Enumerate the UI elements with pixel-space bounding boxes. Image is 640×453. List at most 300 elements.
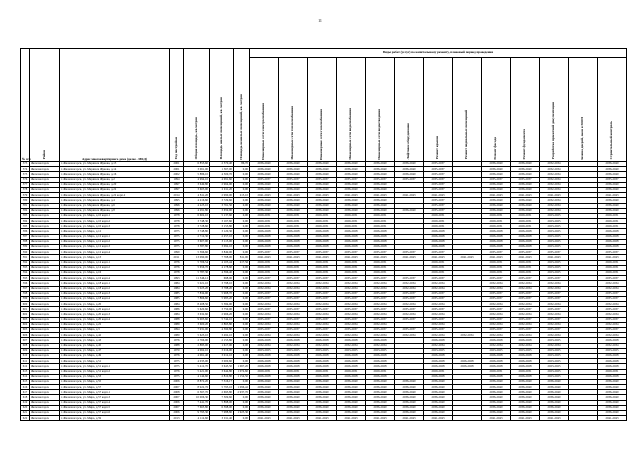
cell-no: 596 [21, 281, 30, 286]
cell-work-period: 2036-2040 [482, 203, 511, 208]
cell-nonresidential-area: 1 154,50 [234, 374, 250, 379]
cell-work-period: 2036-2040 [308, 182, 337, 187]
cell-district: Железногорск [30, 229, 60, 234]
cell-no: 619 [21, 400, 30, 405]
cell-work-period: 2041-2043 [308, 255, 337, 260]
cell-residential-area: 5 968,70 [210, 291, 234, 296]
cell-work-period: 2041-2043 [424, 255, 453, 260]
cell-address: г. Железногорск, ул. Мира, д.20 корп.2 [60, 307, 170, 312]
cell-work-period: 2036-2040 [308, 405, 337, 410]
cell-work-period: 2036-2040 [482, 405, 511, 410]
cell-work-period: 2032-2034 [424, 286, 453, 291]
cell-work-period: 2026-2028 [366, 359, 395, 364]
cell-work-period: 2026-2028 [366, 239, 395, 244]
cell-no: 621 [21, 411, 30, 416]
cell-work-period: 2032-2034 [279, 322, 308, 327]
cell-total-area: 5 706,54 [184, 260, 210, 265]
cell-year: 1980 [170, 333, 184, 338]
cell-work-period: 2032-2034 [540, 312, 569, 317]
cell-work-period: 2026-2028 [337, 338, 366, 343]
cell-work-period: 2029-2031 [424, 219, 453, 224]
cell-district: Железногорск [30, 213, 60, 218]
cell-nonresidential-area: 0,00 [234, 213, 250, 218]
cell-work-period: 2026-2028 [424, 338, 453, 343]
cell-work-period: 2023-2025 [540, 374, 569, 379]
cell-work-period: 2032-2034 [308, 281, 337, 286]
cell-work-period: 2036-2040 [250, 411, 279, 416]
cell-work-period: 2032-2034 [540, 198, 569, 203]
cell-address: г. Железногорск, ул. Мира, д.51 корп.1 [60, 364, 170, 369]
cell-work-period: 2032-2034 [424, 302, 453, 307]
cell-year: 1994 [170, 328, 184, 333]
cell-work-period: 2032-2034 [250, 343, 279, 348]
cell-work-period: 2041-2043 [424, 416, 453, 421]
cell-work-period: 2035-2037 [598, 307, 627, 312]
cell-year: 1988 [170, 343, 184, 348]
cell-work-period: 2023-2025 [540, 224, 569, 229]
cell-total-area: 4 144,60 [184, 374, 210, 379]
cell-work-period: 2032-2034 [279, 302, 308, 307]
cell-work-period: 2032-2034 [424, 343, 453, 348]
cell-work-period: 2036-2040 [366, 411, 395, 416]
cell-work-period: 2026-2028 [598, 374, 627, 379]
cell-nonresidential-area: 0,00 [234, 307, 250, 312]
cell-district: Железногорск [30, 162, 60, 167]
cell-work-period: 2035-2037 [511, 250, 540, 255]
cell-address: г. Железногорск, ул. Мира, д.16 [60, 270, 170, 275]
cell-work-period: 2036-2040 [598, 203, 627, 208]
cell-work-period: 2036-2040 [482, 390, 511, 395]
cell-year: 2008 [170, 390, 184, 395]
cell-year: 1997 [170, 182, 184, 187]
cell-work-period: 2029-2031 [511, 219, 540, 224]
cell-work-period: 2035-2037 [424, 250, 453, 255]
cell-work-period: 2036-2040 [482, 162, 511, 167]
cell-work-period: 2035-2037 [395, 296, 424, 301]
cell-district: Железногорск [30, 322, 60, 327]
cell-work-period: 2026-2028 [511, 374, 540, 379]
cell-district: Железногорск [30, 250, 60, 255]
cell-nonresidential-area: 0,00 [234, 270, 250, 275]
cell-district: Железногорск [30, 405, 60, 410]
cell-residential-area: 5 795,10 [210, 385, 234, 390]
cell-work-period: 2026-2028 [308, 353, 337, 358]
cell-work-period: 2035-2037 [308, 291, 337, 296]
cell-work-period: 2035-2037 [308, 328, 337, 333]
cell-work-period: 2036-2040 [424, 405, 453, 410]
cell-work-period: 2041-2043 [395, 416, 424, 421]
cell-year: 1975 [170, 374, 184, 379]
cell-work-period: 2026-2028 [279, 353, 308, 358]
cell-work-period: 2026-2028 [482, 353, 511, 358]
cell-nonresidential-area: 0,00 [234, 328, 250, 333]
cell-work-period: 2041-2043 [279, 416, 308, 421]
cell-work-period: 2035-2037 [279, 328, 308, 333]
cell-work-period: 2036-2040 [482, 411, 511, 416]
cell-district: Железногорск [30, 379, 60, 384]
cell-work-period: 2032-2034 [308, 312, 337, 317]
cell-work-period: 2029-2031 [424, 369, 453, 374]
cell-work-period: 2029-2031 [337, 224, 366, 229]
cell-work-period: 2036-2040 [250, 385, 279, 390]
cell-work-period: 2036-2040 [598, 395, 627, 400]
cell-address: г. Железногорск, ул. Мира, д.51 [60, 359, 170, 364]
cell-no: 586 [21, 229, 30, 234]
cell-work-period: 2029-2031 [598, 260, 627, 265]
cell-work-period: 2035-2037 [337, 177, 366, 182]
cell-work-period: 2036-2040 [395, 208, 424, 213]
cell-year: 1996 [170, 208, 184, 213]
cell-work-period: 2032-2034 [482, 333, 511, 338]
cell-work-period: 2026-2028 [250, 374, 279, 379]
header-district: Район [30, 49, 60, 162]
cell-work-period: 2032-2034 [482, 312, 511, 317]
cell-work-period: 2036-2040 [279, 395, 308, 400]
cell-work-period: 2036-2040 [308, 390, 337, 395]
cell-work-period: 2032-2034 [279, 281, 308, 286]
cell-work-period: 2032-2034 [366, 312, 395, 317]
cell-no: 579 [21, 193, 30, 198]
cell-nonresidential-area: 0,00 [234, 296, 250, 301]
cell-residential-area: 3 750,00 [210, 307, 234, 312]
cell-address: г. Железногорск, ул. Мира, д.57 корп.5 [60, 405, 170, 410]
cell-work-period: 2029-2031 [279, 224, 308, 229]
cell-work-period: 2032-2034 [511, 286, 540, 291]
cell-address: г. Железногорск, ул. Мира, д.14 корп.2 [60, 265, 170, 270]
cell-work-period: 2026-2028 [424, 234, 453, 239]
cell-work-period: 2026-2028 [424, 359, 453, 364]
cell-work-period: 2032-2034 [540, 203, 569, 208]
cell-work-period: 2036-2040 [308, 395, 337, 400]
cell-work-period: 2041-2043 [482, 255, 511, 260]
cell-residential-area: 5 898,00 [210, 400, 234, 405]
cell-residential-area: 2 863,80 [210, 322, 234, 327]
cell-no: 574 [21, 167, 30, 172]
cell-address: г. Железногорск, ул. Маршала Жукова, д.6 [60, 203, 170, 208]
cell-work-period: 2029-2031 [482, 213, 511, 218]
cell-address: г. Железногорск, ул. Мира, д.12 [60, 229, 170, 234]
cell-work-period: 2026-2028 [482, 229, 511, 234]
cell-nonresidential-area: 0,00 [234, 353, 250, 358]
cell-residential-area: 4 178,60 [210, 265, 234, 270]
cell-work-period: 2032-2034 [337, 333, 366, 338]
cell-no: 580 [21, 198, 30, 203]
cell-work-period: 2036-2040 [540, 379, 569, 384]
cell-work-period: 2036-2040 [337, 167, 366, 172]
cell-work-period: 2036-2040 [250, 379, 279, 384]
cell-work-period: 2026-2028 [337, 229, 366, 234]
cell-year: 1995 [170, 198, 184, 203]
cell-district: Железногорск [30, 400, 60, 405]
cell-work-period: 2036-2040 [337, 385, 366, 390]
cell-work-period: 2035-2037 [395, 250, 424, 255]
cell-work-period: 2032-2034 [366, 281, 395, 286]
cell-work-period: 2036-2040 [250, 390, 279, 395]
cell-work-period: 2035-2037 [337, 328, 366, 333]
cell-work-period: 2026-2028 [424, 239, 453, 244]
cell-work-period: 2029-2031 [337, 265, 366, 270]
cell-total-area: 3 600,20 [184, 322, 210, 327]
cell-total-area: 6 602,10 [184, 213, 210, 218]
cell-work-period: 2035-2037 [482, 307, 511, 312]
cell-work-period: 2029-2031 [482, 219, 511, 224]
cell-address: г. Железногорск, ул. Маршала Жукова, д.20 [60, 182, 170, 187]
cell-work-period: 2035-2037 [482, 328, 511, 333]
cell-work-period: 2032-2034 [308, 286, 337, 291]
cell-work-period: 2032-2034 [395, 281, 424, 286]
cell-district: Железногорск [30, 411, 60, 416]
cell-district: Железногорск [30, 390, 60, 395]
cell-work-period: 2036-2040 [424, 379, 453, 384]
cell-nonresidential-area: 86,70 [234, 162, 250, 167]
cell-work-period: 2036-2040 [279, 411, 308, 416]
cell-work-period: 2026-2028 [453, 364, 482, 369]
header-work-4: Инженерные сети водоотведения [366, 58, 395, 162]
cell-work-period: 2029-2031 [337, 270, 366, 275]
cell-work-period: 2029-2031 [308, 224, 337, 229]
cell-work-period: 2041-2043 [250, 193, 279, 198]
cell-year: 2014 [170, 193, 184, 198]
cell-year: 1997 [170, 187, 184, 192]
cell-nonresidential-area: 1 074,60 [234, 369, 250, 374]
cell-no: 608 [21, 343, 30, 348]
cell-work-period: 2035-2037 [424, 172, 453, 177]
cell-nonresidential-area: 0,00 [234, 198, 250, 203]
cell-work-period: 2029-2031 [366, 369, 395, 374]
cell-work-period: 2026-2028 [279, 239, 308, 244]
cell-work-period: 2036-2040 [337, 162, 366, 167]
cell-work-period: 2035-2037 [540, 296, 569, 301]
cell-work-period: 2026-2028 [279, 374, 308, 379]
cell-address: г. Железногорск, ул. Мира, д.57 корп.3 [60, 395, 170, 400]
cell-work-period: 2035-2037 [424, 203, 453, 208]
cell-work-period: 2036-2040 [337, 411, 366, 416]
cell-total-area: 3 061,00 [184, 167, 210, 172]
cell-work-period: 2041-2043 [598, 193, 627, 198]
cell-work-period: 2036-2040 [366, 162, 395, 167]
cell-residential-area: 7 509,60 [210, 395, 234, 400]
cell-residential-area: 3 011,40 [210, 416, 234, 421]
cell-work-period: 2035-2037 [395, 291, 424, 296]
cell-work-period: 2036-2040 [279, 400, 308, 405]
cell-nonresidential-area: 0,00 [234, 348, 250, 353]
cell-district: Железногорск [30, 312, 60, 317]
cell-work-period: 2026-2028 [482, 338, 511, 343]
cell-work-period: 2026-2028 [511, 245, 540, 250]
cell-work-period: 2029-2031 [598, 265, 627, 270]
cell-work-period: 2035-2037 [424, 276, 453, 281]
cell-work-period: 2036-2040 [424, 411, 453, 416]
cell-total-area: 5 787,30 [184, 270, 210, 275]
cell-no: 575 [21, 172, 30, 177]
cell-work-period: 2036-2040 [366, 379, 395, 384]
cell-year: 1985 [170, 296, 184, 301]
header-address: Адрес многоквартирного дома (далее - МКД) [60, 49, 170, 162]
cell-nonresidential-area: 0,00 [234, 172, 250, 177]
cell-residential-area: 5 584,00 [210, 302, 234, 307]
cell-work-period: 2026-2028 [250, 245, 279, 250]
cell-address: г. Железногорск, ул. Маршала Жукова, д.22 [60, 187, 170, 192]
cell-work-period: 2036-2040 [482, 172, 511, 177]
cell-no: 611 [21, 359, 30, 364]
cell-district: Железногорск [30, 187, 60, 192]
cell-work-period: 2032-2034 [598, 286, 627, 291]
cell-work-period: 2032-2034 [395, 312, 424, 317]
cell-no: 599 [21, 296, 30, 301]
cell-work-period: 2023-2025 [540, 260, 569, 265]
cell-year: 2013 [170, 416, 184, 421]
cell-work-period: 2035-2037 [511, 177, 540, 182]
cell-work-period: 2036-2040 [250, 405, 279, 410]
cell-work-period: 2032-2034 [366, 302, 395, 307]
cell-work-period: 2026-2028 [308, 359, 337, 364]
cell-nonresidential-area: 0,00 [234, 219, 250, 224]
cell-year: 2011 [170, 255, 184, 260]
cell-nonresidential-area: 0,00 [234, 379, 250, 384]
cell-work-period: 2032-2034 [540, 281, 569, 286]
cell-work-period: 2029-2031 [598, 213, 627, 218]
cell-nonresidential-area: 0,00 [234, 250, 250, 255]
cell-work-period: 2023-2025 [540, 359, 569, 364]
cell-no: 622 [21, 416, 30, 421]
cell-district: Железногорск [30, 167, 60, 172]
cell-address: г. Железногорск, ул. Мира, д.55 [60, 379, 170, 384]
cell-work-period: 2036-2040 [337, 390, 366, 395]
cell-residential-area: 2 153,80 [210, 338, 234, 343]
cell-residential-area: 3 644,80 [210, 369, 234, 374]
cell-work-period: 2036-2040 [250, 182, 279, 187]
cell-work-period: 2035-2037 [598, 296, 627, 301]
cell-work-period: 2035-2037 [540, 307, 569, 312]
cell-district: Железногорск [30, 317, 60, 322]
cell-no: 588 [21, 239, 30, 244]
cell-work-period: 2026-2028 [366, 364, 395, 369]
cell-work-period: 2029-2031 [337, 260, 366, 265]
cell-work-period: 2032-2034 [424, 333, 453, 338]
cell-work-period: 2029-2031 [511, 270, 540, 275]
cell-work-period: 2026-2028 [279, 234, 308, 239]
cell-work-period: 2032-2034 [482, 281, 511, 286]
cell-work-period: 2026-2028 [337, 234, 366, 239]
cell-work-period: 2026-2028 [366, 374, 395, 379]
cell-work-period: 2036-2040 [395, 162, 424, 167]
cell-work-period: 2036-2040 [250, 172, 279, 177]
cell-residential-area: 4 396,40 [210, 270, 234, 275]
cell-work-period: 2026-2028 [279, 229, 308, 234]
cell-nonresidential-area: 0,00 [234, 338, 250, 343]
cell-work-period: 2032-2034 [279, 343, 308, 348]
cell-work-period: 2036-2040 [250, 162, 279, 167]
cell-year: 1978 [170, 270, 184, 275]
cell-total-area: 5 623,10 [184, 333, 210, 338]
cell-work-period: 2036-2040 [540, 395, 569, 400]
cell-work-period: 2036-2040 [511, 395, 540, 400]
cell-work-period: 2036-2040 [337, 208, 366, 213]
cell-work-period: 2035-2037 [279, 250, 308, 255]
cell-total-area: 4 994,10 [184, 177, 210, 182]
cell-work-period: 2026-2028 [511, 364, 540, 369]
cell-no: 609 [21, 348, 30, 353]
cell-work-period: 2036-2040 [308, 208, 337, 213]
cell-district: Железногорск [30, 302, 60, 307]
cell-total-area: 3 748,30 [184, 219, 210, 224]
cell-work-period: 2036-2040 [337, 395, 366, 400]
cell-work-period: 2035-2037 [540, 317, 569, 322]
cell-work-period: 2023-2025 [308, 348, 337, 353]
header-works-group: Виды работ (услуг) по капитальному ремонту, плановый период проведения [250, 49, 627, 58]
cell-no: 573 [21, 162, 30, 167]
cell-district: Железногорск [30, 353, 60, 358]
cell-address: г. Железногорск, ул. Мира, д.12 корп.2 [60, 239, 170, 244]
cell-address: г. Железногорск, ул. Мира, д.53 [60, 374, 170, 379]
cell-work-period: 2032-2034 [308, 343, 337, 348]
cell-address: г. Железногорск, ул. Маршала Жукова, д.14 [60, 167, 170, 172]
cell-district: Железногорск [30, 364, 60, 369]
cell-residential-area: 4 091,60 [210, 177, 234, 182]
cell-year: 1975 [170, 359, 184, 364]
cell-no: 591 [21, 255, 30, 260]
cell-work-period: 2026-2028 [511, 229, 540, 234]
cell-nonresidential-area: 0,00 [234, 276, 250, 281]
cell-work-period: 2026-2028 [511, 239, 540, 244]
cell-work-period: 2029-2031 [250, 369, 279, 374]
cell-work-period: 2032-2034 [250, 302, 279, 307]
cell-year: 1984 [170, 286, 184, 291]
cell-year: 2001 [170, 167, 184, 172]
cell-work-period: 2032-2034 [540, 187, 569, 192]
cell-work-period: 2036-2040 [598, 167, 627, 172]
cell-no: 590 [21, 250, 30, 255]
cell-no: 618 [21, 395, 30, 400]
cell-work-period: 2035-2037 [250, 291, 279, 296]
cell-work-period: 2026-2028 [308, 234, 337, 239]
cell-work-period: 2041-2043 [540, 255, 569, 260]
cell-year: 1976 [170, 369, 184, 374]
cell-work-period: 2035-2037 [424, 177, 453, 182]
cell-year: 1976 [170, 353, 184, 358]
cell-work-period: 2036-2040 [366, 400, 395, 405]
cell-work-period: 2036-2040 [279, 405, 308, 410]
cell-no: 576 [21, 177, 30, 182]
cell-district: Железногорск [30, 172, 60, 177]
cell-work-period: 2035-2037 [337, 291, 366, 296]
cell-work-period: 2029-2031 [337, 219, 366, 224]
cell-district: Железногорск [30, 395, 60, 400]
cell-year: 1988 [170, 317, 184, 322]
cell-total-area: 13 090,00 [184, 255, 210, 260]
cell-work-period: 2026-2028 [250, 364, 279, 369]
cell-residential-area: 4 105,44 [210, 260, 234, 265]
cell-no: 587 [21, 234, 30, 239]
cell-work-period: 2032-2034 [279, 312, 308, 317]
cell-work-period: 2032-2034 [540, 182, 569, 187]
cell-work-period: 2035-2037 [511, 276, 540, 281]
cell-work-period: 2035-2037 [395, 307, 424, 312]
cell-work-period: 2035-2037 [250, 328, 279, 333]
cell-nonresidential-area: 0,00 [234, 312, 250, 317]
cell-no: 598 [21, 291, 30, 296]
cell-district: Железногорск [30, 286, 60, 291]
cell-address: г. Железногорск, ул. Мира, д.12 корп.4 [60, 250, 170, 255]
cell-address: г. Железногорск, ул. Мира, д.57 корп.1 [60, 390, 170, 395]
cell-work-period: 2032-2034 [540, 322, 569, 327]
cell-work-period: 2029-2031 [308, 270, 337, 275]
cell-nonresidential-area: 0,00 [234, 182, 250, 187]
cell-work-period: 2032-2034 [308, 302, 337, 307]
cell-work-period: 2035-2037 [395, 328, 424, 333]
cell-work-period: 2026-2028 [366, 245, 395, 250]
cell-work-period: 2023-2025 [337, 348, 366, 353]
